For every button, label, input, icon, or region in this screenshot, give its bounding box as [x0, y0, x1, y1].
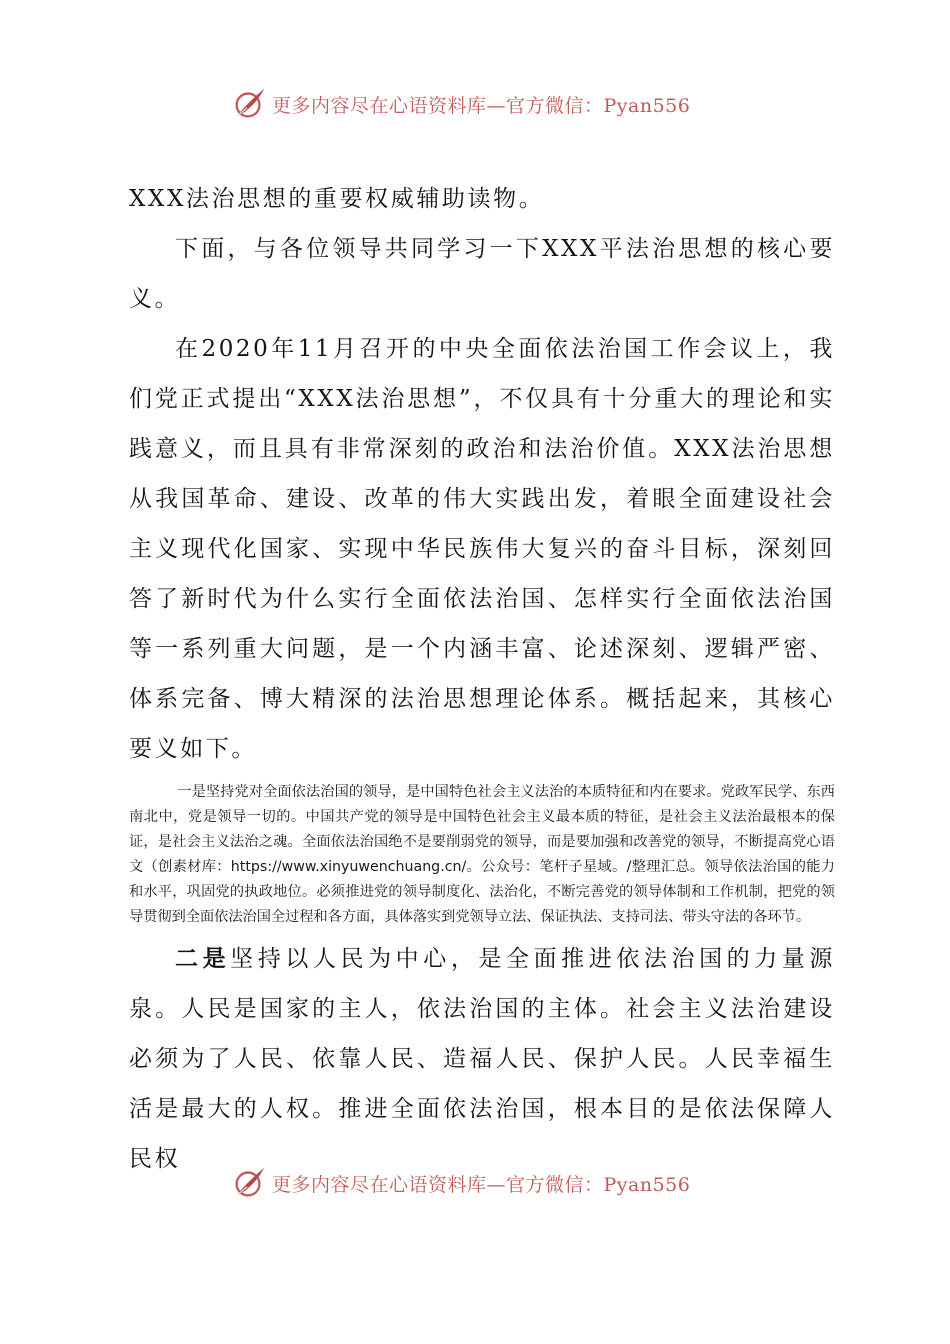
paragraph-3: 在2020年11月召开的中央全面依法治国工作会议上，我们党正式提出“XXX法治思想”，不仅具有十分重大的理论和实践意义，而且具有非常深刻的政治和法治价值。XXX法治思想从我国革命、建设、改革的伟大实践出发，着眼全面建设社会主义现代化国家、实现中华民族伟大复兴的奋斗目标，深刻回答了新时代为什么实行全面依法治国、怎样实行全面依法治国等一系列重大问题，是一个内涵丰富、论述深刻、逻辑严密、体系完备、博大精深的法治思想理论体系。概括起来，其核心要义如下。: [129, 336, 835, 762]
banner-text: 更多内容尽在心语资料库—官方微信：Pyan556: [272, 1173, 691, 1196]
footer-banner: [230, 1163, 690, 1203]
paragraph-4-small: 一是坚持党对全面依法治国的领导，是中国特色社会主义法治的本质特征和内在要求。党政军民学、东西南北中，党是领导一切的。中国共产党的领导是中国特色社会主义最本质的特征，是社会主义法治最根本的保证，是社会主义法治之魂。全面依法治国绝不是要削弱党的领导，而是要加强和改善党的领导，不断提高党心语文（创素材库：https://www.xinyuwenchuang.cn/。公众号：笔杆子星域。/整理汇总。领导依法治国的能力和水平，巩固党的执政地位。必须推进党的领导制度化、法治化，不断完善党的领导体制和工作机制，把党的领导贯彻到全面依法治国全过程和各方面，具体落实到党领导立法、保证执法、支持司法、带头守法的各环节。: [129, 784, 835, 925]
paragraph-2: 下面，与各位领导共同学习一下XXX平法治思想的核心要义。: [129, 236, 835, 312]
banner-text: 更多内容尽在心语资料库—官方微信：Pyan556: [272, 94, 691, 117]
header-banner: [230, 84, 690, 124]
paragraph-5: [129, 934, 835, 1184]
document-body: [129, 174, 835, 1184]
quill-pen-circle-icon: [230, 85, 268, 123]
paragraph-1: XXX法治思想的重要权威辅助读物。: [129, 186, 545, 212]
paragraph-5-lead: 二是: [175, 945, 231, 972]
paragraph-5-text: 坚持以人民为中心，是全面推进依法治国的力量源泉。人民是国家的主人，依法治国的主体。社会主义法治建设必须为了人民、依靠人民、造福人民、保护人民。人民幸福生活是最大的人权。推进全面依法治国，根本目的是依法保障人民权: [129, 946, 836, 1172]
quill-pen-circle-icon: [230, 1164, 268, 1202]
